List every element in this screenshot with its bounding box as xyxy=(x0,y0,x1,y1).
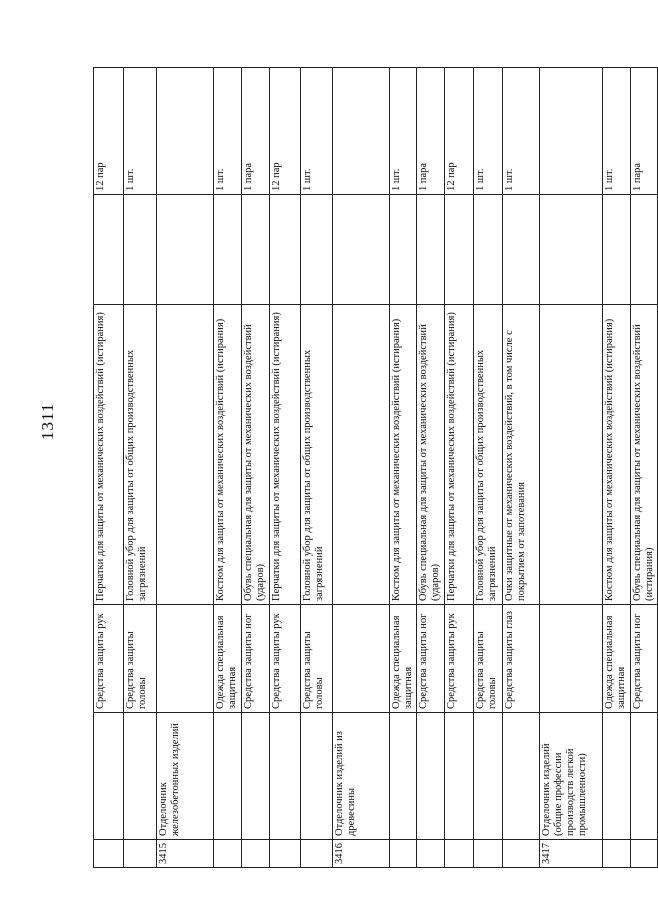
certification-cell xyxy=(417,195,445,305)
profession-name xyxy=(214,713,242,840)
ppe-type: Средства защиты рук xyxy=(270,605,301,713)
row-number xyxy=(390,840,417,868)
issue-quantity xyxy=(540,68,603,195)
issue-quantity: 1 шт. xyxy=(124,68,157,195)
ppe-name: Очки защитные от механических воздействий, в том числе с покрытием от запотевания xyxy=(503,305,540,605)
certification-cell xyxy=(445,195,474,305)
issue-quantity: 1 пара xyxy=(417,68,445,195)
profession-name: Отделочник железобетонных изделий xyxy=(157,713,214,840)
table-row xyxy=(270,68,301,868)
issue-quantity xyxy=(157,68,214,195)
issue-quantity: 1 шт. xyxy=(603,68,631,195)
table-row xyxy=(94,68,124,868)
ppe-type: Средства защиты головы xyxy=(124,605,157,713)
table-row xyxy=(124,68,157,868)
certification-cell xyxy=(390,195,417,305)
ppe-type: Одежда специальная защитная xyxy=(214,605,242,713)
certification-cell xyxy=(301,195,333,305)
table-row xyxy=(301,68,333,868)
profession-name xyxy=(270,713,301,840)
table-body xyxy=(94,68,658,868)
row-number: 3416 xyxy=(333,840,390,868)
ppe-name: Перчатки для защиты от механических воздействий (истирания) xyxy=(445,305,474,605)
profession-name: Отделочник изделий из древесины xyxy=(333,713,390,840)
certification-cell xyxy=(242,195,270,305)
ppe-name: Головной убор для защиты от общих производственных загрязнений xyxy=(474,305,503,605)
issue-quantity: 1 шт. xyxy=(503,68,540,195)
ppe-name xyxy=(157,305,214,605)
ppe-type: Средства защиты головы xyxy=(301,605,333,713)
issue-quantity: 1 шт. xyxy=(474,68,503,195)
row-number xyxy=(124,840,157,868)
certification-cell xyxy=(157,195,214,305)
page-number: 1311 xyxy=(38,402,57,440)
certification-cell xyxy=(503,195,540,305)
issue-quantity: 1 шт. xyxy=(390,68,417,195)
certification-cell xyxy=(214,195,242,305)
ppe-type: Одежда специальная защитная xyxy=(390,605,417,713)
ppe-name: Костюм для защиты от механических воздействий (истирания) xyxy=(603,305,631,605)
certification-cell xyxy=(631,195,658,305)
profession-name xyxy=(301,713,333,840)
ppe-norms-table xyxy=(93,67,658,868)
ppe-type: Одежда специальная защитная xyxy=(603,605,631,713)
table-row xyxy=(417,68,445,868)
row-number xyxy=(94,840,124,868)
certification-cell xyxy=(603,195,631,305)
certification-cell xyxy=(270,195,301,305)
ppe-name: Обувь специальная для защиты от механических воздействий (истирания) xyxy=(631,305,658,605)
issue-quantity: 1 шт. xyxy=(214,68,242,195)
ppe-name: Костюм для защиты от механических воздействий (истирания) xyxy=(390,305,417,605)
table-row xyxy=(157,68,214,868)
row-number xyxy=(214,840,242,868)
ppe-type: Средства защиты рук xyxy=(94,605,124,713)
issue-quantity: 1 шт. xyxy=(301,68,333,195)
ppe-name: Обувь специальная для защиты от механических воздействий (ударов) xyxy=(242,305,270,605)
ppe-type xyxy=(540,605,603,713)
ppe-name: Перчатки для защиты от механических воздействий (истирания) xyxy=(94,305,124,605)
table-row xyxy=(333,68,390,868)
ppe-table-wrapper xyxy=(93,68,656,868)
issue-quantity: 12 пар xyxy=(94,68,124,195)
table-row xyxy=(540,68,603,868)
ppe-name: Перчатки для защиты от механических воздействий (истирания) xyxy=(270,305,301,605)
profession-name xyxy=(417,713,445,840)
certification-cell xyxy=(124,195,157,305)
issue-quantity: 1 пара xyxy=(631,68,658,195)
ppe-name xyxy=(540,305,603,605)
ppe-type xyxy=(157,605,214,713)
profession-name xyxy=(124,713,157,840)
ppe-type: Средства защиты ног xyxy=(417,605,445,713)
ppe-name: Головной убор для защиты от общих производственных загрязнений xyxy=(301,305,333,605)
row-number xyxy=(242,840,270,868)
table-row xyxy=(242,68,270,868)
profession-name xyxy=(94,713,124,840)
issue-quantity: 1 пара xyxy=(242,68,270,195)
table-row xyxy=(445,68,474,868)
certification-cell xyxy=(94,195,124,305)
issue-quantity: 12 пар xyxy=(270,68,301,195)
ppe-type: Средства защиты глаз xyxy=(503,605,540,713)
profession-name xyxy=(474,713,503,840)
ppe-type: Средства защиты рук xyxy=(445,605,474,713)
ppe-name xyxy=(333,305,390,605)
row-number xyxy=(474,840,503,868)
row-number xyxy=(270,840,301,868)
profession-name xyxy=(503,713,540,840)
profession-name xyxy=(603,713,631,840)
table-row xyxy=(631,68,658,868)
table-row xyxy=(503,68,540,868)
row-number xyxy=(603,840,631,868)
profession-name xyxy=(631,713,658,840)
row-number xyxy=(631,840,658,868)
certification-cell xyxy=(333,195,390,305)
row-number: 3415 xyxy=(157,840,214,868)
table-row xyxy=(390,68,417,868)
row-number xyxy=(301,840,333,868)
row-number xyxy=(445,840,474,868)
ppe-type: Средства защиты ног xyxy=(242,605,270,713)
certification-cell xyxy=(540,195,603,305)
table-row xyxy=(214,68,242,868)
profession-name: Отделочник изделий (общие профессии производств легкой промышленности) xyxy=(540,713,603,840)
row-number xyxy=(417,840,445,868)
ppe-name: Костюм для защиты от механических воздействий (истирания) xyxy=(214,305,242,605)
certification-cell xyxy=(474,195,503,305)
table-row xyxy=(603,68,631,868)
row-number: 3417 xyxy=(540,840,603,868)
issue-quantity: 12 пар xyxy=(445,68,474,195)
profession-name xyxy=(445,713,474,840)
table-row xyxy=(474,68,503,868)
ppe-name: Обувь специальная для защиты от механических воздействий (ударов) xyxy=(417,305,445,605)
row-number xyxy=(503,840,540,868)
profession-name xyxy=(242,713,270,840)
ppe-name: Головной убор для защиты от общих производственных загрязнений xyxy=(124,305,157,605)
ppe-type: Средства защиты головы xyxy=(474,605,503,713)
ppe-type: Средства защиты ног xyxy=(631,605,658,713)
profession-name xyxy=(390,713,417,840)
issue-quantity xyxy=(333,68,390,195)
ppe-type xyxy=(333,605,390,713)
